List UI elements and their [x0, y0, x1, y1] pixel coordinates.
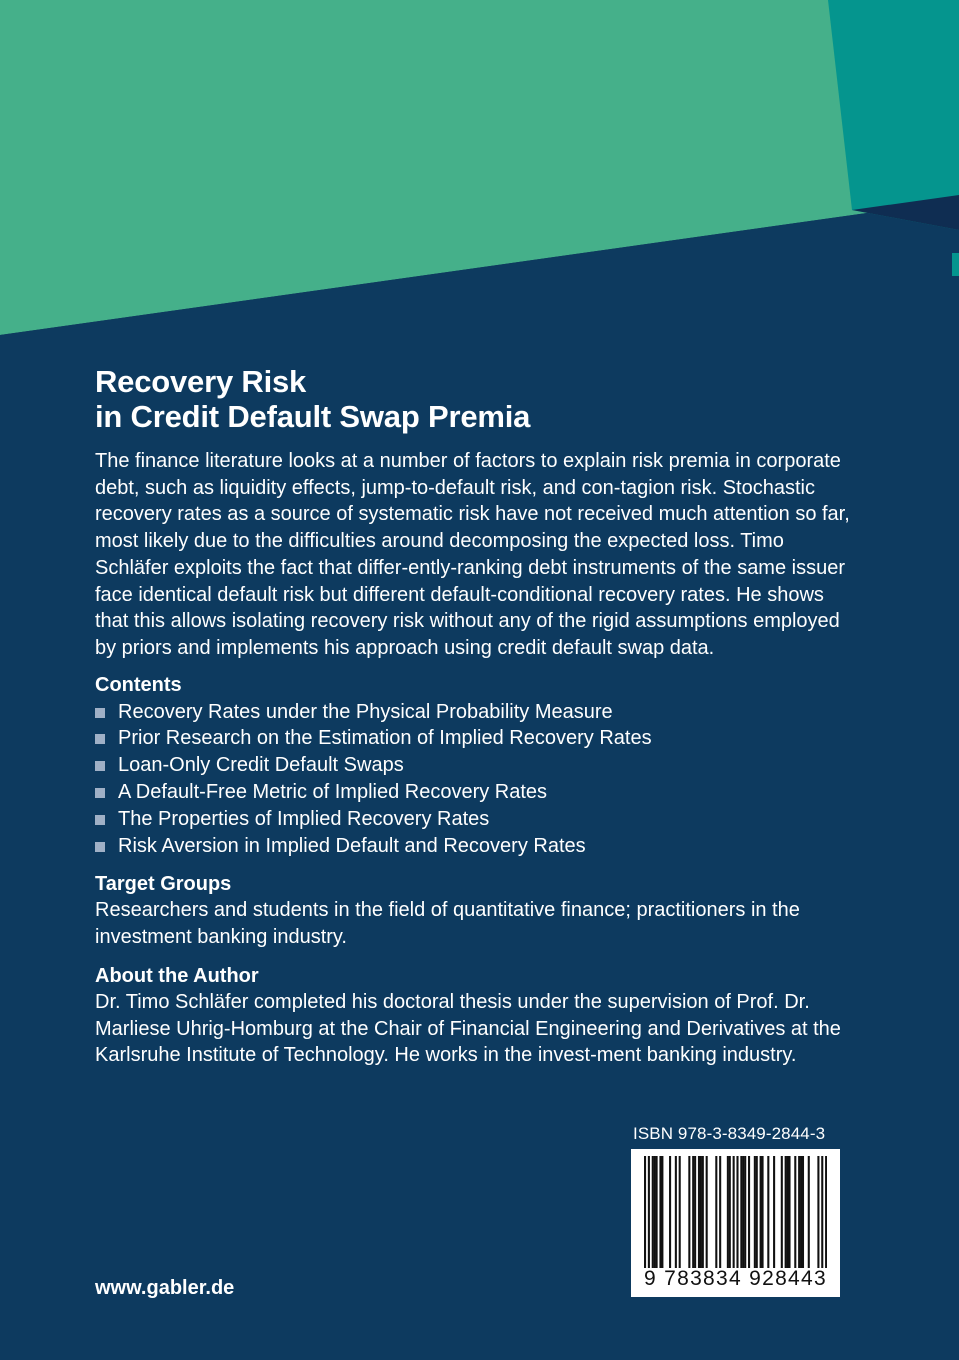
barcode-bar	[773, 1156, 775, 1268]
barcode-bar	[788, 1156, 790, 1268]
book-blurb: The finance literature looks at a number of factors to explain risk premia in corporate debt, such as liquidity effects, jump-to-default risk, and con-tagion risk. Stochastic recovery rates as a source of systematic risk have not received much attention so far, most likely due to the difficulties around decomposing the expected loss. Timo Schläfer exploits the fact that differ-ently-ranking debt instruments of the same issuer face identical default risk but different default-conditional recovery rates. He shows that this allows isolating recovery risk without any of the rigid assumptions employed by priors and implements his approach using credit default swap data.	[95, 450, 850, 659]
contents-item-label: Prior Research on the Estimation of Implied Recovery Rates	[118, 727, 652, 750]
barcode-bar	[748, 1156, 750, 1268]
contents-item	[95, 779, 855, 806]
barcode-bar	[694, 1156, 696, 1268]
barcode-bar	[785, 1156, 787, 1268]
barcode-bar	[669, 1156, 671, 1268]
barcode-bar	[706, 1156, 708, 1268]
barcode-bar	[798, 1156, 800, 1268]
barcode-bar	[817, 1156, 819, 1268]
barcode-bar	[700, 1156, 702, 1268]
barcode-bar	[742, 1156, 744, 1268]
square-bullet-icon	[95, 734, 105, 744]
isbn-label: ISBN 978-3-8349-2844-3	[633, 1124, 826, 1143]
barcode-bar	[802, 1156, 804, 1268]
back-cover-content	[95, 364, 855, 1069]
barcode-bar	[825, 1156, 827, 1268]
barcode-bar	[808, 1156, 810, 1268]
barcode-bar	[736, 1156, 738, 1268]
target-groups-text: Researchers and students in the field of quantitative finance; practitioners in the investment banking industry.	[95, 899, 800, 949]
teal-edge-mark	[952, 253, 959, 276]
book-title	[95, 364, 855, 434]
barcode-bar	[715, 1156, 717, 1268]
barcode-bar	[656, 1156, 658, 1268]
barcode-bars	[644, 1156, 827, 1268]
contents-item	[95, 752, 855, 779]
contents-list	[95, 699, 855, 860]
square-bullet-icon	[95, 761, 105, 771]
barcode-bar	[756, 1156, 758, 1268]
square-bullet-icon	[95, 815, 105, 825]
barcode-bar	[654, 1156, 656, 1268]
barcode-bar	[767, 1156, 769, 1268]
barcode-bar	[692, 1156, 694, 1268]
barcode-bar	[679, 1156, 681, 1268]
title-line-2: in Credit Default Swap Premia	[95, 399, 531, 434]
square-bullet-icon	[95, 708, 105, 718]
publisher-url: www.gabler.de	[95, 1277, 235, 1299]
about-author-text: Dr. Timo Schläfer completed his doctoral thesis under the supervision of Prof. Dr. Marliese Uhrig-Homburg at the Chair of Financial Engineering and Derivatives at the Karlsruhe Institute of Technology. He works in the invest-ment banking industry.	[95, 990, 841, 1067]
barcode-bar	[675, 1156, 677, 1268]
barcode-bar	[644, 1156, 646, 1268]
barcode-bar	[729, 1156, 731, 1268]
barcode-bar	[659, 1156, 661, 1268]
barcode-bar	[733, 1156, 735, 1268]
barcode-bar	[740, 1156, 742, 1268]
barcode-bar	[688, 1156, 690, 1268]
barcode-digits: 9 783834 928443	[644, 1267, 827, 1290]
title-line-1: Recovery Risk	[95, 364, 307, 399]
barcode-bar	[781, 1156, 783, 1268]
contents-item	[95, 725, 855, 752]
contents-item	[95, 699, 855, 726]
barcode-bar	[762, 1156, 764, 1268]
target-groups-heading: Target Groups	[95, 873, 232, 896]
square-bullet-icon	[95, 788, 105, 798]
barcode	[631, 1149, 840, 1297]
barcode-bar	[648, 1156, 650, 1268]
contents-item	[95, 833, 855, 860]
barcode-bar	[702, 1156, 704, 1268]
contents-item-label: Loan-Only Credit Default Swaps	[118, 754, 404, 777]
square-bullet-icon	[95, 842, 105, 852]
barcode-bar	[821, 1156, 823, 1268]
contents-item-label: The Properties of Implied Recovery Rates	[118, 807, 490, 830]
about-author-heading: About the Author	[95, 964, 259, 987]
barcode-bar	[719, 1156, 721, 1268]
barcode-bar	[794, 1156, 796, 1268]
contents-item-label: Recovery Rates under the Physical Probability Measure	[118, 700, 613, 723]
contents-item-label: Risk Aversion in Implied Default and Recovery Rates	[118, 834, 586, 857]
barcode-bar	[760, 1156, 762, 1268]
contents-heading: Contents	[95, 673, 182, 696]
barcode-bar	[787, 1156, 789, 1268]
barcode-bar	[800, 1156, 802, 1268]
barcode-bar	[698, 1156, 700, 1268]
barcode-bar	[727, 1156, 729, 1268]
barcode-bar	[754, 1156, 756, 1268]
barcode-bar	[744, 1156, 746, 1268]
barcode-bar	[661, 1156, 663, 1268]
contents-item-label: A Default-Free Metric of Implied Recovery Rates	[118, 781, 548, 804]
barcode-bar	[652, 1156, 654, 1268]
contents-item	[95, 806, 855, 833]
